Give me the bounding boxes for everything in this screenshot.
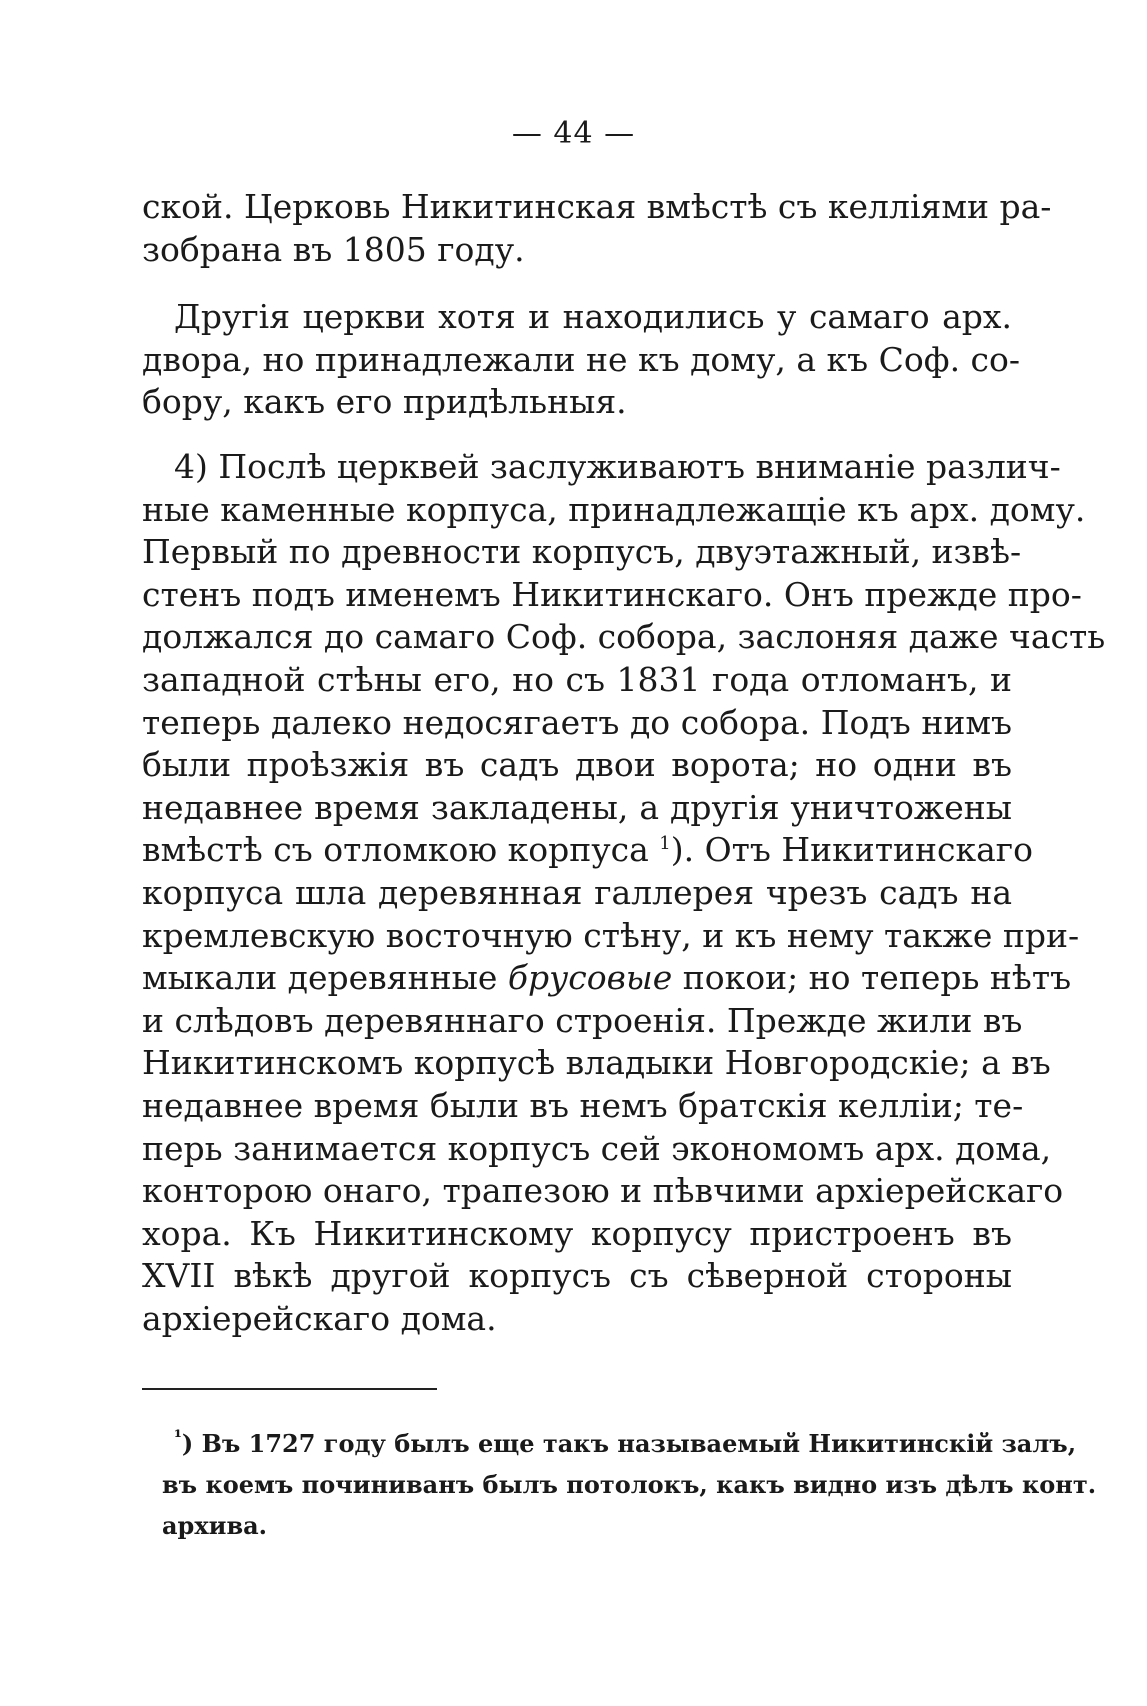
text-fragment: ). Отъ Никитинскаго — [670, 830, 1033, 870]
text-line: должался до самаго Соф. собора, заслоняя даже часть — [142, 617, 1106, 657]
footnotes — [162, 1423, 1097, 1546]
text-line: Никитинскомъ корпусѣ владыки Новгородскіе; а въ — [142, 1043, 1051, 1083]
text-line: были проѣзжія въ садъ двои ворота; но одни въ — [142, 745, 1012, 785]
footnote-text: ) Въ 1727 году былъ еще такъ называемый Никитинскій залъ, — [181, 1429, 1077, 1458]
text-line: корпуса шла деревянная галлерея чрезъ садъ на — [142, 872, 1012, 912]
text-line: Другія церкви хотя и находились у самаго арх. — [174, 297, 1012, 336]
footnote-line: въ коемъ починиванъ былъ потолокъ, какъ видно изъ дѣлъ конт. — [162, 1470, 1097, 1499]
text-fragment: покои; но теперь нѣтъ — [672, 958, 1072, 998]
footnote-mark: ¹ — [174, 1427, 182, 1448]
text-line-with-footnote-ref — [142, 829, 1033, 872]
text-line: перь занимается корпусъ сей экономомъ арх. дома, — [142, 1128, 1052, 1168]
text-line: бору, какъ его придѣльныя. — [142, 382, 627, 422]
text-line: теперь далеко недосягаетъ до собора. Подъ нимъ — [142, 702, 1012, 742]
text-line: хора. Къ Никитинскому корпусу пристроенъ въ — [142, 1213, 1012, 1253]
footnote-line — [162, 1423, 1077, 1464]
footnote-reference[interactable]: 1 — [659, 833, 671, 855]
page-number: — 44 — — [511, 116, 636, 151]
text-line: недавнее время закладены, а другія уничтожены — [142, 787, 1012, 827]
text-line: ные каменные корпуса, принадлежащіе къ арх. дому. — [142, 489, 1086, 529]
text-line: кремлевскую восточную стѣну, и къ нему также при- — [142, 915, 1080, 955]
text-line: XVII вѣкѣ другой корпусъ съ сѣверной стороны — [142, 1256, 1012, 1296]
italic-word: брусовые — [507, 958, 673, 998]
text-line: ской. Церковь Никитинская вмѣстѣ съ келліями ра- — [142, 187, 1052, 226]
text-line: 4) Послѣ церквей заслуживаютъ вниманіе различ- — [174, 447, 1061, 486]
text-line: зобрана въ 1805 году. — [142, 229, 525, 269]
text-line: двора, но принадлежали не къ дому, а къ Соф. со- — [142, 339, 1021, 379]
text-line-with-italic — [142, 957, 1072, 1000]
text-line: западной стѣны его, но съ 1831 года отломанъ, и — [142, 659, 1012, 699]
text-line: Первый по древности корпусъ, двуэтажный, извѣ- — [142, 532, 1022, 572]
footnote-divider — [142, 1388, 437, 1390]
text-line: стенъ подъ именемъ Никитинскаго. Онъ прежде про- — [142, 574, 1082, 614]
footnote-line: архива. — [162, 1511, 268, 1540]
text-fragment: вмѣстѣ съ отломкою корпуса — [142, 830, 660, 870]
text-line: конторою онаго, трапезою и пѣвчими архіерейскаго — [142, 1171, 1064, 1211]
text-line: архіерейскаго дома. — [142, 1298, 497, 1338]
text-line: и слѣдовъ деревяннаго строенія. Прежде жили въ — [142, 1000, 1023, 1040]
text-line: недавнее время были въ немъ братскія келліи; те- — [142, 1085, 1024, 1125]
paragraph-buildings — [142, 446, 1106, 1340]
paragraph-other-churches — [142, 296, 1021, 424]
text-fragment: мыкали деревянные — [142, 958, 508, 998]
paragraph-continuation — [142, 186, 1052, 271]
